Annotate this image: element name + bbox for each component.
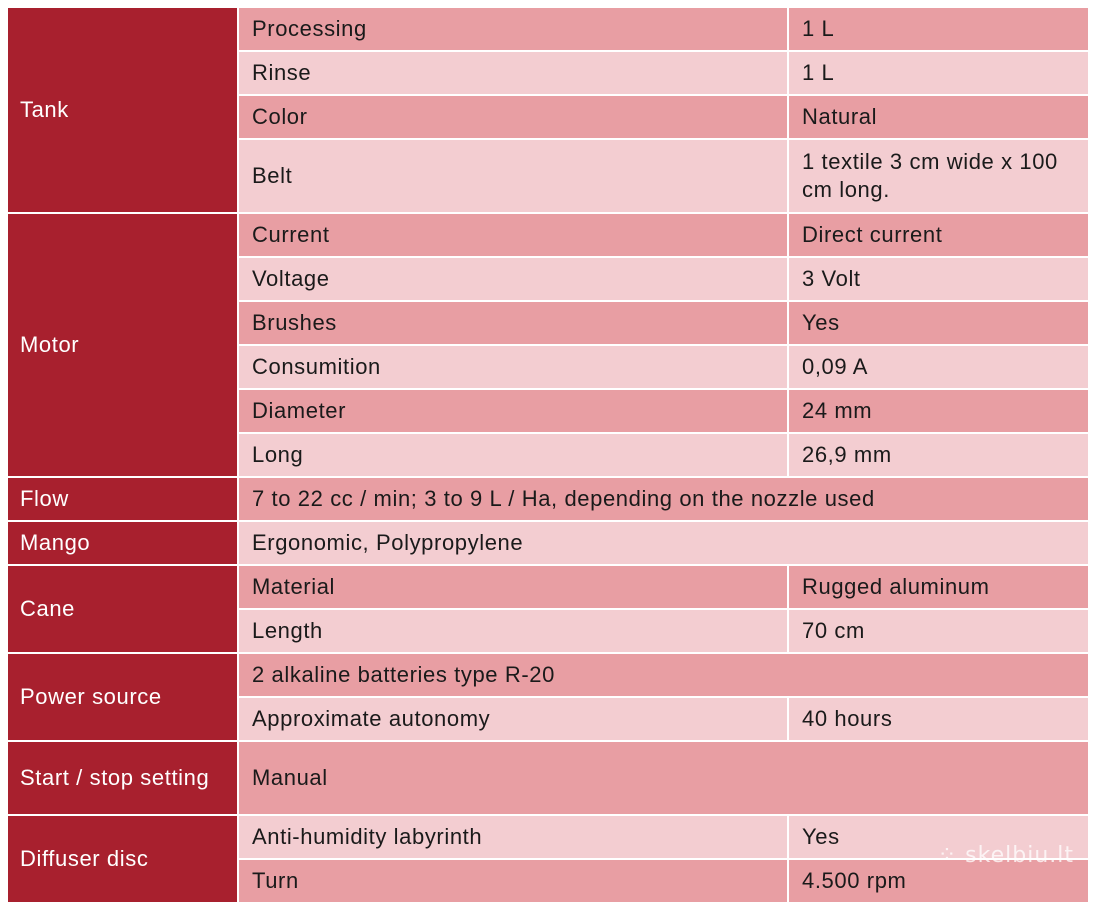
spec-label: Color [238, 95, 788, 139]
table-row [7, 653, 1089, 697]
spec-label: Rinse [238, 51, 788, 95]
category-flow: Flow [7, 477, 238, 521]
spec-label: Material [238, 565, 788, 609]
spec-label: Belt [238, 139, 788, 213]
spec-full-value: Manual [238, 741, 1089, 815]
spec-table [6, 6, 1090, 904]
watermark [938, 843, 1074, 868]
category-start-stop-setting: Start / stop setting [7, 741, 238, 815]
spec-value: 70 cm [788, 609, 1089, 653]
spec-full-value: 7 to 22 cc / min; 3 to 9 L / Ha, depending on the nozzle used [238, 477, 1089, 521]
spec-value: Rugged aluminum [788, 565, 1089, 609]
category-mango: Mango [7, 521, 238, 565]
spec-full-value: Ergonomic, Polypropylene [238, 521, 1089, 565]
spec-label: Turn [238, 859, 788, 903]
spec-value: 26,9 mm [788, 433, 1089, 477]
spec-value: 0,09 A [788, 345, 1089, 389]
spec-full-value: 2 alkaline batteries type R-20 [238, 653, 1089, 697]
spec-value: 24 mm [788, 389, 1089, 433]
spec-label: Consumition [238, 345, 788, 389]
table-row [7, 565, 1089, 609]
spec-value: 1 L [788, 7, 1089, 51]
spec-label: Long [238, 433, 788, 477]
table-row [7, 815, 1089, 859]
dots-icon: ⁘ [937, 843, 966, 868]
spec-label: Current [238, 213, 788, 257]
category-motor: Motor [7, 213, 238, 477]
table-row [7, 213, 1089, 257]
table-row [7, 521, 1089, 565]
category-tank: Tank [7, 7, 238, 213]
category-diffuser-disc: Diffuser disc [7, 815, 238, 903]
spec-value: Direct current [788, 213, 1089, 257]
spec-label: Diameter [238, 389, 788, 433]
spec-value: 3 Volt [788, 257, 1089, 301]
spec-value: Natural [788, 95, 1089, 139]
spec-value: 1 L [788, 51, 1089, 95]
category-cane: Cane [7, 565, 238, 653]
watermark-text: skelbiu.lt [965, 843, 1074, 868]
table-row [7, 741, 1089, 815]
spec-label: Approximate autonomy [238, 697, 788, 741]
table-row [7, 477, 1089, 521]
spec-label: Anti-humidity labyrinth [238, 815, 788, 859]
spec-label: Brushes [238, 301, 788, 345]
spec-value: Yes [788, 815, 1089, 859]
table-row [7, 7, 1089, 51]
spec-label: Length [238, 609, 788, 653]
spec-label: Voltage [238, 257, 788, 301]
category-power-source: Power source [7, 653, 238, 741]
spec-value: 40 hours [788, 697, 1089, 741]
spec-value: 1 textile 3 cm wide x 100 cm long. [788, 139, 1089, 213]
spec-value: Yes [788, 301, 1089, 345]
spec-label: Processing [238, 7, 788, 51]
spec-value: 4.500 rpm [788, 859, 1089, 903]
